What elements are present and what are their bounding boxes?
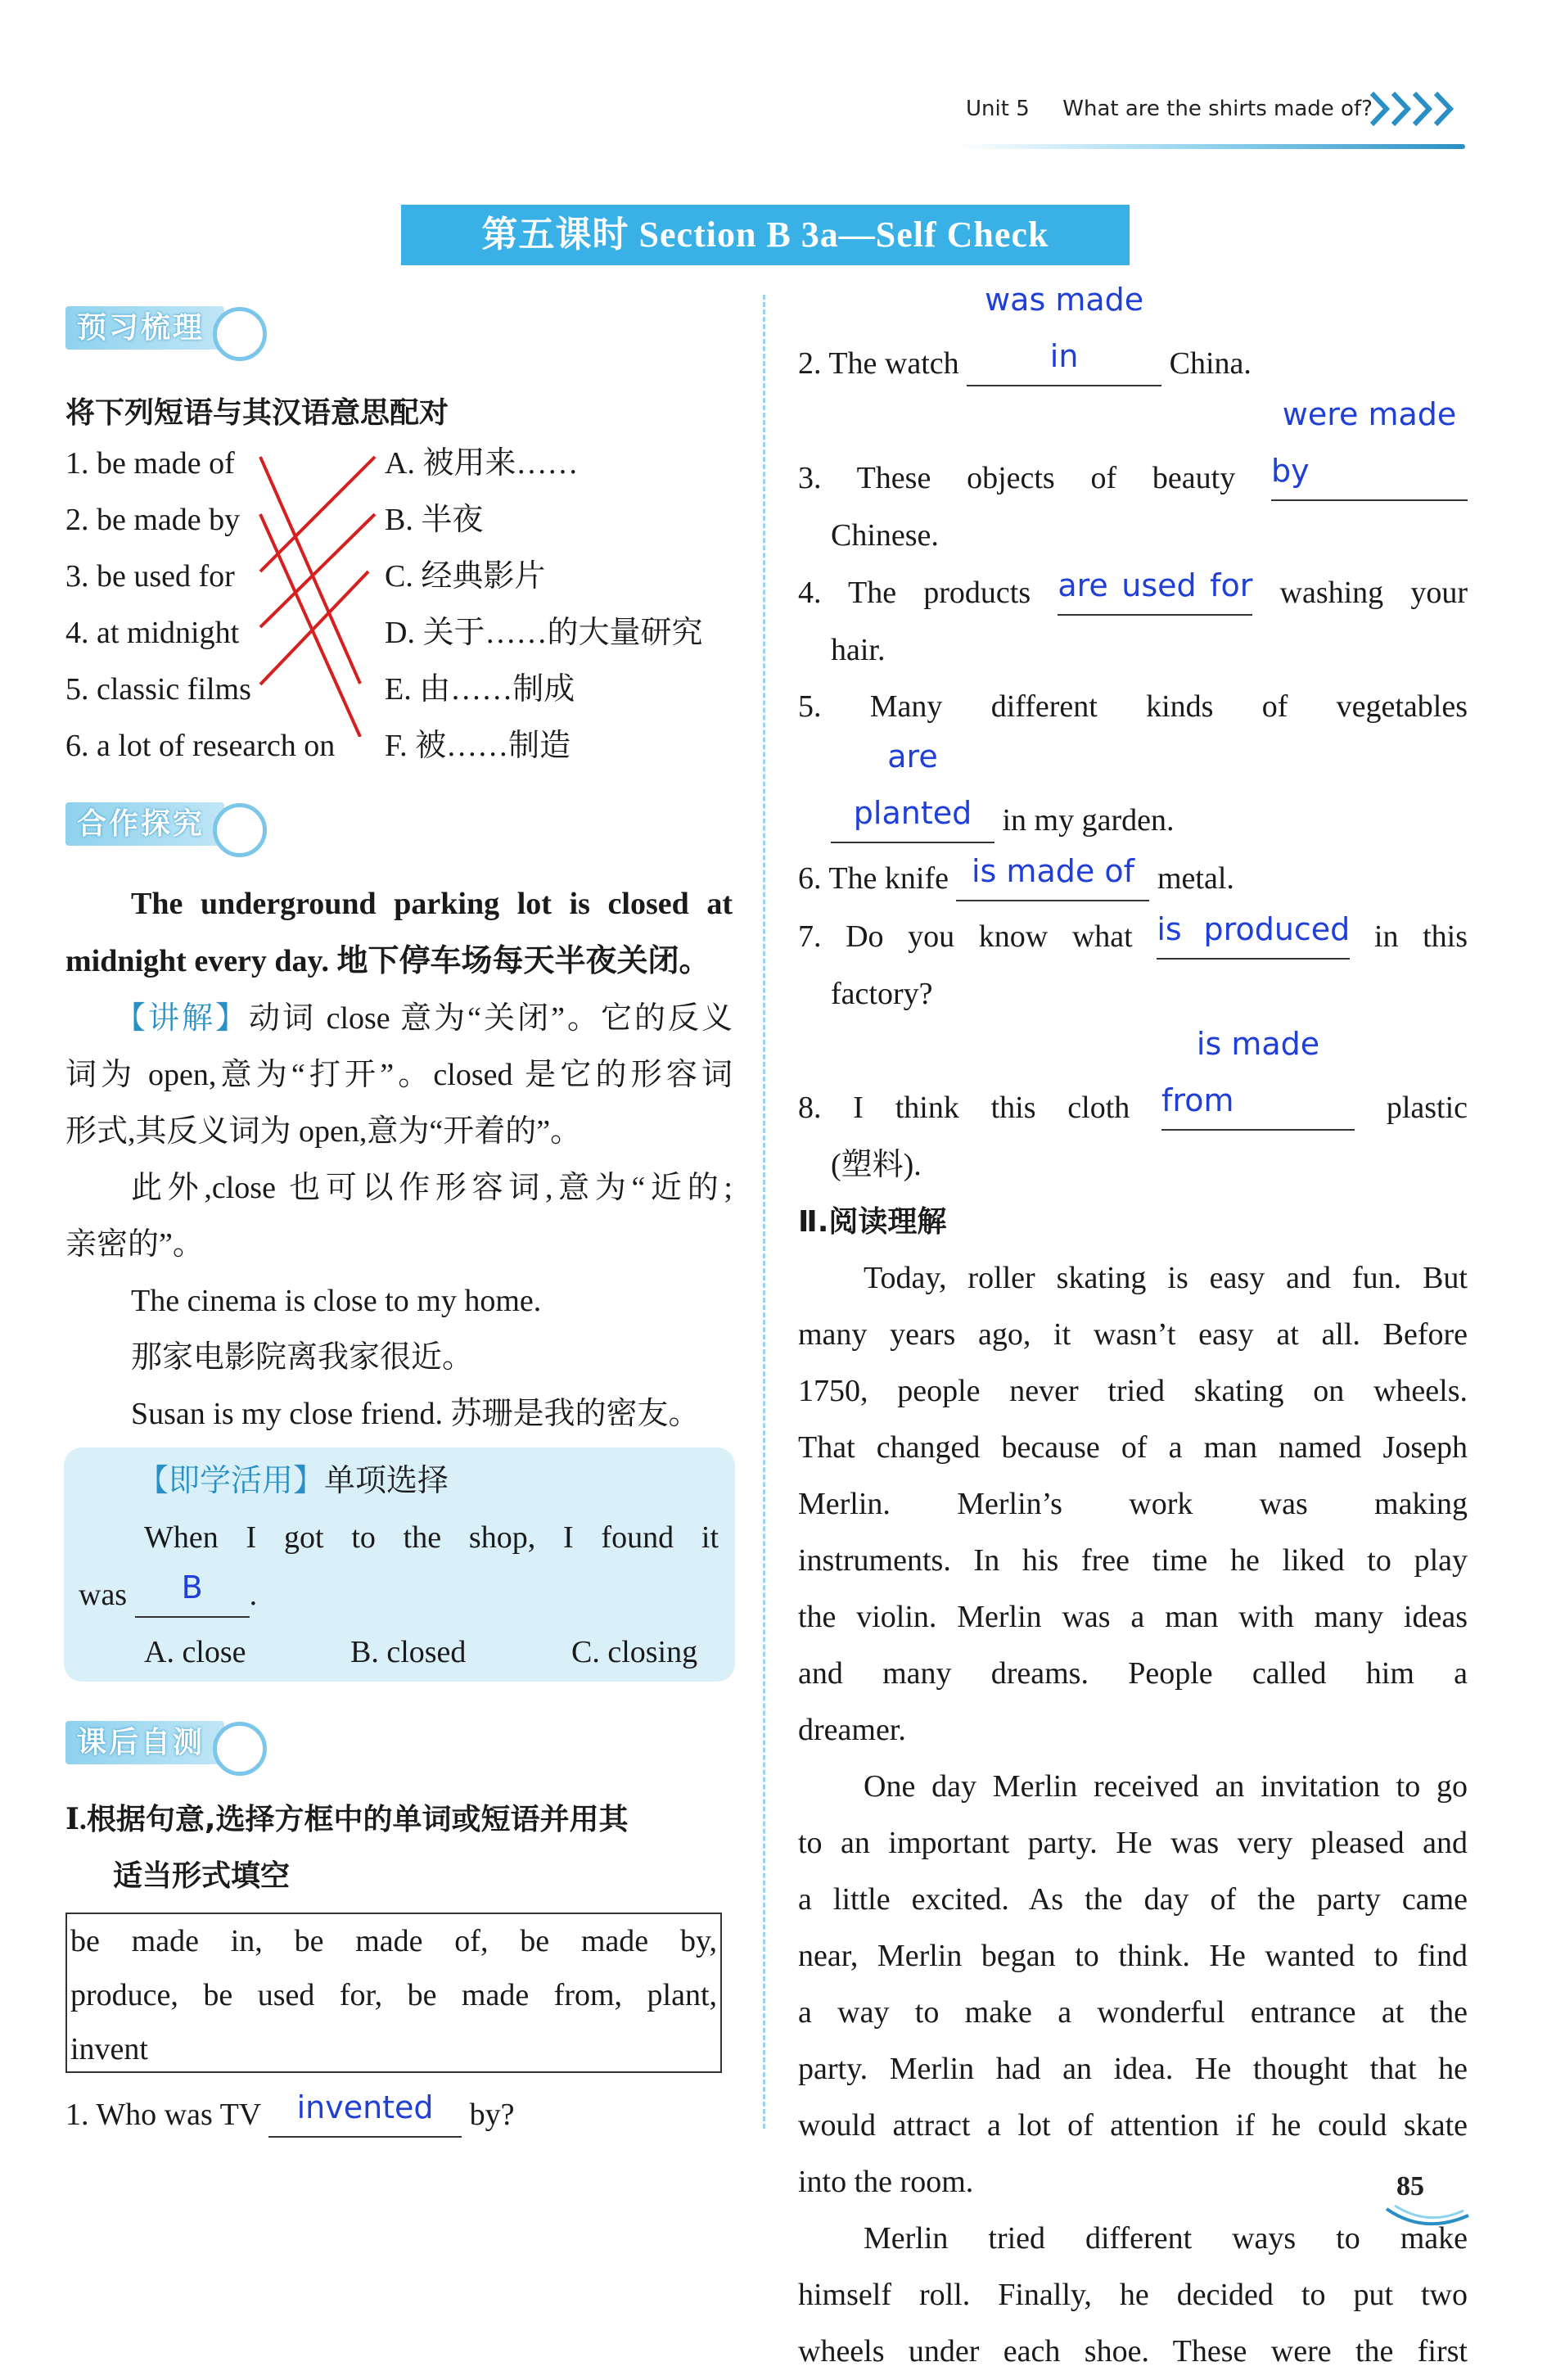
page-number-swoosh-icon xyxy=(1383,2202,1473,2238)
match-line xyxy=(260,514,360,737)
q2-tail: China. xyxy=(1169,346,1252,381)
preview-section-tag xyxy=(65,305,267,361)
q1-tail: by? xyxy=(469,2098,515,2132)
passage-line: and many dreams. People called him a xyxy=(798,1656,1468,1691)
header-arrows-icon xyxy=(1367,88,1465,133)
q5-answer-blank[interactable]: are planted xyxy=(831,729,994,843)
q4-tail: washing your xyxy=(1279,576,1468,610)
passage-line: near, Merlin began to think. He wanted to find xyxy=(798,1939,1468,1973)
column-divider xyxy=(763,295,765,2129)
passage-line: would attract a lot of attention if he could skate xyxy=(798,2108,1468,2143)
match-left-item: 2. be made by xyxy=(65,503,241,537)
q8-answer-blank[interactable]: is made from xyxy=(1161,1016,1355,1131)
match-right-item: D. 关于……的大量研究 xyxy=(385,616,703,650)
question-6 xyxy=(798,850,1468,908)
section2-heading: Ⅱ.阅读理解 xyxy=(798,1205,947,1239)
word-box-line: produce, be used for, be made from, plant, xyxy=(70,1978,717,2012)
match-right-item: B. 半夜 xyxy=(385,503,484,537)
q7-tail: in this xyxy=(1373,919,1468,954)
passage-line: into the room. xyxy=(798,2165,974,2199)
question-7 xyxy=(798,908,1468,966)
section1-title-2: 适当形式填空 xyxy=(113,1859,291,1893)
q8-tail-2: (塑料). xyxy=(831,1148,922,1182)
passage-line: Merlin. Merlin’s work was making xyxy=(798,1487,1468,1521)
q7-tail-2: factory? xyxy=(831,977,933,1011)
preview-tag-label: 预习梳理 xyxy=(65,306,224,350)
lesson-banner xyxy=(401,205,1130,265)
section1-title-1: 根据句意,选择方框中的单词或短语并用其 xyxy=(86,1803,629,1836)
passage-line: Merlin tried different ways to make xyxy=(864,2221,1468,2256)
match-right-item: A. 被用来…… xyxy=(385,446,579,481)
section1-heading xyxy=(65,1791,737,1904)
q2-text: 2. The watch xyxy=(798,346,959,381)
section1-number: Ⅰ. xyxy=(65,1803,87,1836)
q6-tail: metal. xyxy=(1157,861,1234,896)
passage-line: One day Merlin received an invitation to go xyxy=(864,1769,1468,1804)
match-left-item: 1. be made of xyxy=(65,446,235,481)
coop-tag-label: 合作探究 xyxy=(65,802,224,846)
question-3 xyxy=(798,393,1468,508)
match-line xyxy=(260,457,360,684)
extra-line: 亲密的”。 xyxy=(65,1227,204,1262)
q3-answer-blank[interactable]: were made by xyxy=(1271,386,1468,501)
question-5-line2 xyxy=(798,735,1468,850)
selftest-tag-label: 课后自测 xyxy=(65,1721,224,1764)
passage-line: Today, roller skating is easy and fun. But xyxy=(864,1261,1468,1295)
explain-line: 形式,其反义词为 open,意为“开着的”。 xyxy=(65,1114,582,1149)
passage-line: party. Merlin had an idea. He thought that he xyxy=(798,2052,1468,2086)
q1-answer-blank[interactable]: invented xyxy=(268,2080,462,2138)
passage-line: a way to make a wonderful entrance at the xyxy=(798,1995,1468,2030)
match-left-item: 3. be used for xyxy=(65,559,235,594)
option-b[interactable]: B. closed xyxy=(350,1635,467,1669)
word-box-line: invent xyxy=(70,2032,148,2066)
passage-line: himself roll. Finally, he decided to put two xyxy=(798,2278,1468,2312)
plant-icon xyxy=(213,803,267,857)
selftest-section-tag xyxy=(65,1719,267,1776)
plant-icon xyxy=(213,1722,267,1776)
passage-line: many years ago, it wasn’t easy at all. Before xyxy=(798,1317,1468,1352)
coop-body xyxy=(65,876,733,1443)
q8-text: 8. I think this cloth xyxy=(798,1091,1130,1125)
explain-line: 动词 close 意为“关闭”。它的反义 xyxy=(249,1001,733,1036)
example-cn: 那家电影院离我家很近。 xyxy=(131,1340,474,1375)
q3-text: 3. These objects of beauty xyxy=(798,461,1236,495)
header-unit: Unit 5 xyxy=(966,97,1030,121)
passage-line: a little excited. As the day of the party came xyxy=(798,1882,1468,1917)
question-8 xyxy=(798,1023,1468,1137)
practice-label: 【即学活用】 xyxy=(138,1462,325,1498)
passage-line: 1750, people never tried skating on wheels. xyxy=(798,1374,1468,1408)
match-right-item: F. 被……制造 xyxy=(385,729,571,763)
extra-line: 此外,close 也可以作形容词,意为“近的; xyxy=(131,1171,733,1205)
q5-tail: in my garden. xyxy=(1002,803,1175,838)
practice-answer-blank[interactable]: B xyxy=(135,1560,250,1618)
q6-answer-blank[interactable]: is made of xyxy=(956,843,1149,901)
matching-lines xyxy=(254,442,385,737)
match-line xyxy=(260,457,375,571)
q6-text: 6. The knife xyxy=(798,861,949,896)
passage-line: to an important party. He was very pleased and xyxy=(798,1826,1468,1860)
match-line xyxy=(260,514,375,627)
page-number: 85 xyxy=(1396,2171,1424,2202)
match-right-item: E. 由……制成 xyxy=(385,672,575,707)
question-1 xyxy=(65,2086,514,2144)
practice-title: 单项选择 xyxy=(324,1462,449,1498)
word-box-line: be made in, be made of, be made by, xyxy=(70,1924,717,1958)
passage-line: the violin. Merlin was a man with many ideas xyxy=(798,1600,1468,1634)
lesson-title: 第五课时 Section B 3a—Self Check xyxy=(481,215,1049,255)
q3-tail: Chinese. xyxy=(831,518,939,553)
q4-answer-blank[interactable]: are used for xyxy=(1058,558,1252,616)
word-box xyxy=(65,1913,722,2073)
plant-icon xyxy=(213,307,267,361)
example-2: Susan is my close friend. 苏珊是我的密友。 xyxy=(131,1397,700,1431)
practice-question: When I got to the shop, I found it xyxy=(144,1520,719,1555)
coop-section-tag xyxy=(65,801,267,857)
right-column xyxy=(798,278,1468,2380)
coop-sentence-en2: midnight every day. xyxy=(65,944,329,978)
q4-tail-2: hair. xyxy=(831,633,886,667)
preview-instruction: 将下列短语与其汉语意思配对 xyxy=(65,396,449,430)
question-2 xyxy=(798,278,1468,393)
q7-text: 7. Do you know what xyxy=(798,919,1133,954)
passage-line: dreamer. xyxy=(798,1713,906,1747)
question-4 xyxy=(798,564,1468,622)
header-rule xyxy=(958,144,1465,149)
passage-line: instruments. In his free time he liked to play xyxy=(798,1543,1468,1578)
q5-text: 5. Many different kinds of vegetables xyxy=(798,689,1468,724)
explain-line: 词为 open,意为“打开”。closed 是它的形容词 xyxy=(65,1058,733,1092)
match-left-item: 4. at midnight xyxy=(65,616,240,650)
header-title: What are the shirts made of? xyxy=(1062,97,1373,121)
q8-tail: plastic xyxy=(1386,1091,1468,1125)
coop-sentence-cn: 地下停车场每天半夜关闭。 xyxy=(336,942,710,978)
passage-line: wheels under each shoe. These were the first xyxy=(798,2334,1468,2369)
match-left-item: 5. classic films xyxy=(65,672,251,707)
practice-box xyxy=(64,1447,735,1682)
explain-label: 【讲解】 xyxy=(115,1000,250,1036)
practice-was: was xyxy=(79,1578,128,1612)
match-right-item: C. 经典影片 xyxy=(385,559,546,594)
example-en: The cinema is close to my home. xyxy=(131,1284,542,1318)
option-c[interactable]: C. closing xyxy=(571,1635,698,1669)
q1-text: 1. Who was TV xyxy=(65,2098,261,2132)
practice-period: . xyxy=(249,1578,258,1612)
passage-line: That changed because of a man named Joseph xyxy=(798,1430,1468,1465)
match-left-item: 6. a lot of research on xyxy=(65,729,336,763)
running-header xyxy=(966,97,1373,121)
coop-sentence-en: The underground parking lot is closed at xyxy=(131,887,733,921)
reading-passage xyxy=(798,1250,1468,2380)
q7-answer-blank[interactable]: is produced xyxy=(1157,901,1350,960)
q4-text: 4. The products xyxy=(798,576,1031,610)
match-right-list xyxy=(385,436,702,775)
option-a[interactable]: A. close xyxy=(144,1635,246,1669)
q2-answer-blank[interactable]: was made in xyxy=(967,272,1161,386)
